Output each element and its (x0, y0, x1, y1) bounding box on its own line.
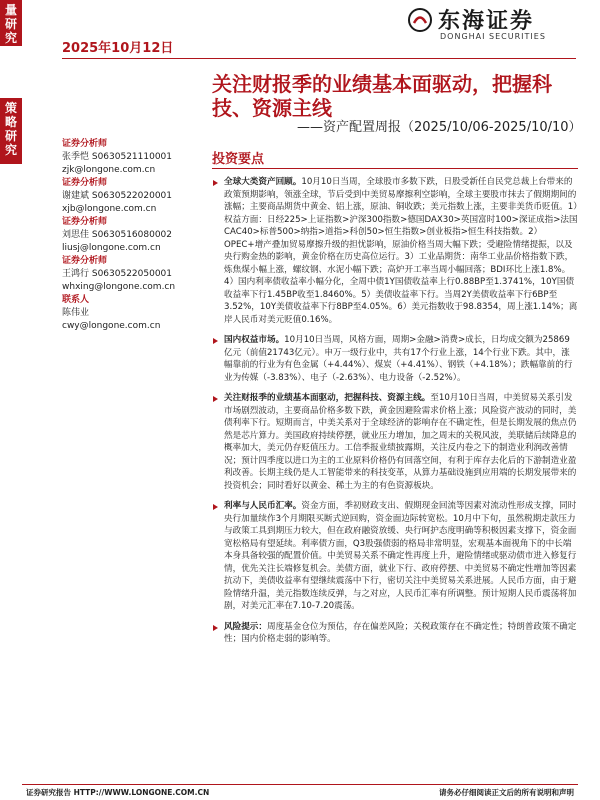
top-tab-text: 量研究 (4, 3, 17, 45)
key-point (212, 392, 578, 492)
analyst-role: 证券分析师 (62, 256, 108, 266)
key-point-text: 10月10日当周，风格方面，周期>金融>消费>成长，日均成交额为25869亿元（前值21743亿元）。申万一级行业中，共有17个行业上涨，14个行业下跌。其中，涨幅靠前的行业为有色金属（+4.44%）、煤炭（+4.41%）、钢铁（+4.18%）；跌幅靠前的行业为传媒（-3.83%）、电子（-2.63%）、电力设备（-2.52%）。 (224, 335, 573, 383)
page-footer (22, 784, 578, 799)
header-divider (62, 58, 576, 59)
company-logo (408, 4, 578, 46)
analyst-name: 谢建斌 S0630522020001 (62, 191, 173, 201)
analyst-name: 刘思佳 S0630516080002 (62, 230, 173, 240)
report-title: 关注财报季的业绩基本面驱动，把握科技、资源主线 (212, 72, 552, 120)
key-point-text: 至10月10日当周，中美贸易关系引发市场剧烈波动，主要商品价格多数下跌，黄金因避险需求价格上涨；风险资产波动的同时，美债利率下行。短期而言，中美关系对于全球经济的影响存在不确定性，但是长期发展的焦点仍然是芯片算力。美国政府持续停摆，就业压力增加，加之周末的关税风波，美联储后续降息的概率加大，美元仍存贬值压力。工信季报业绩披露期，关注反内卷之下的制造业利润改善情况；预计四季度以进口为主的工业原料价格仍有回落空间，有利于库存去化后的下游制造业盈利改善。长期主线仍是人工智能带来的科技变革，从算力基础设施到应用端的长期发展带来的投资机会；同时看好以黄金、稀土为主的有色资源板块。 (224, 393, 577, 491)
logo-mark-icon (408, 8, 432, 32)
analyst-name: 张季恺 S0630521110001 (62, 152, 173, 162)
contact-email: cwy@longone.com.cn (62, 321, 161, 331)
key-point-lead: 风险提示： (224, 621, 267, 632)
key-points (212, 168, 578, 646)
key-point-lead: 国内权益市场。 (224, 335, 285, 345)
contact-role: 联系人 (62, 295, 90, 305)
analyst-email: liusj@longone.com.cn (62, 243, 161, 253)
logo-cn-text: 东海证券 (438, 9, 535, 34)
key-point-lead: 关注财报季的业绩基本面驱动，把握科技、资源主线。 (224, 393, 431, 403)
analyst-block (62, 255, 202, 294)
contact-name: 陈伟业 (62, 308, 90, 318)
key-point (212, 500, 578, 613)
footer-left: 证券研究报告 HTTP://WWW.LONGONE.COM.CN (26, 788, 210, 797)
key-point (212, 176, 578, 326)
contact-block (62, 294, 202, 333)
key-point (212, 621, 578, 646)
analyst-email: zjk@longone.com.cn (62, 165, 156, 175)
analyst-name: 王鸿行 S0630522050001 (62, 269, 173, 279)
analyst-role: 证券分析师 (62, 139, 108, 149)
analyst-role: 证券分析师 (62, 178, 108, 188)
analyst-email: whxing@longone.com.cn (62, 282, 176, 292)
key-point (212, 334, 578, 384)
analyst-email: xjb@longone.com.cn (62, 204, 157, 214)
footer-disclaimer: 请务必仔细阅读正文后的所有说明和声明 (439, 788, 574, 797)
top-report-tab (0, 0, 22, 46)
analyst-role: 证券分析师 (62, 217, 108, 227)
analyst-block (62, 216, 202, 255)
logo-en-text: DONGHAI SECURITIES (440, 32, 546, 41)
key-point-lead: 利率与人民币汇率。 (224, 501, 302, 511)
report-date: 2025年10月12日 (62, 41, 174, 56)
analyst-sidebar (62, 138, 202, 333)
key-point-lead: 全球大类资产回顾。 (224, 177, 302, 187)
key-point-text: 10月10日当周，全球股市多数下跌，日股受新任自民党总裁上台带来的政策预期影响，领涨全球，节后受到中美贸易摩擦利空影响，全球主要股市抹去了假期期间的涨幅；主要商品期货中黄金、铝上涨，原油、铜收跌；美元指数上涨，主要非美货币贬值。1）权益方面：日经225>上证指数>沪深300指数>德国DAX30>英国富时100>深证成指>法国CAC40>标普500>纳指>道指>科创50>恒生指数>创业板指>恒生科技指数。2）OPEC+增产叠加贸易摩擦升级的担忧影响，原油价格当周大幅下跌；受避险情绪提振，以及央行购金热的影响，黄金价格在历史高位运行。3）工业品期货：南华工业品价格指数下跌，炼焦煤小幅上涨，螺纹钢、水泥小幅下跌；高炉开工率当周小幅回落；BDI环比上涨1.8%。4）国内利率债收益率小幅分化，全周中债1Y国债收益率上行0.88BP至1.3741%，10Y国债收益率下行1.45BP收至1.8460%。5）美债收益率下行。当周2Y美债收益率下行6BP至3.52%，10Y美债收益率下行8BP至4.05%。6）美元指数收于98.8354，周上涨1.14%；离岸人民币对美元贬值0.16%。 (224, 177, 578, 325)
category-tab-text: 策略研究 (4, 101, 17, 157)
report-subtitle: ——资产配置周报（2025/10/06-2025/10/10） (297, 120, 582, 135)
analyst-block (62, 177, 202, 216)
category-tab (0, 98, 22, 164)
analyst-block (62, 138, 202, 177)
key-point-text: 周度基金仓位为预估，存在偏差风险；关税政策存在不确定性；特朗普政策不确定性；国内价格走弱的影响等。 (224, 621, 577, 644)
section-title: 投资要点 (212, 152, 265, 167)
key-point-text: 资金方面，季初财政支出、假期现金回流等因素对流动性形成支撑，同时央行加量续作3个月期限买断式逆回购，资金面边际转宽松。10月中下旬，虽然税期走款压力与政策工具到期压力较大，但在政府融资放缓、央行呵护态度明确等积极因素支撑下，资金面宽松格局有望延续。利率债方面，Q3股强债弱的格局非常明显，宏观基本面视角下的中长端本身具备较强的配置价值。中美贸易关系不确定性再度上升，避险情绪或驱动债市进入修复行情，优先关注长端修复机会。美债方面，就业下行、政府停摆、中美贸易不确定性增加等因素抗动下，美债收益率有望继续震荡中下行，密切关注中美贸易关系进展。人民币方面，由于避险情绪升温，美元指数连续反弹，与之对应，人民币汇率有所调整。预计短期人民币震荡将加剧，对美元汇率在7.10-7.20震荡。 (224, 501, 577, 611)
